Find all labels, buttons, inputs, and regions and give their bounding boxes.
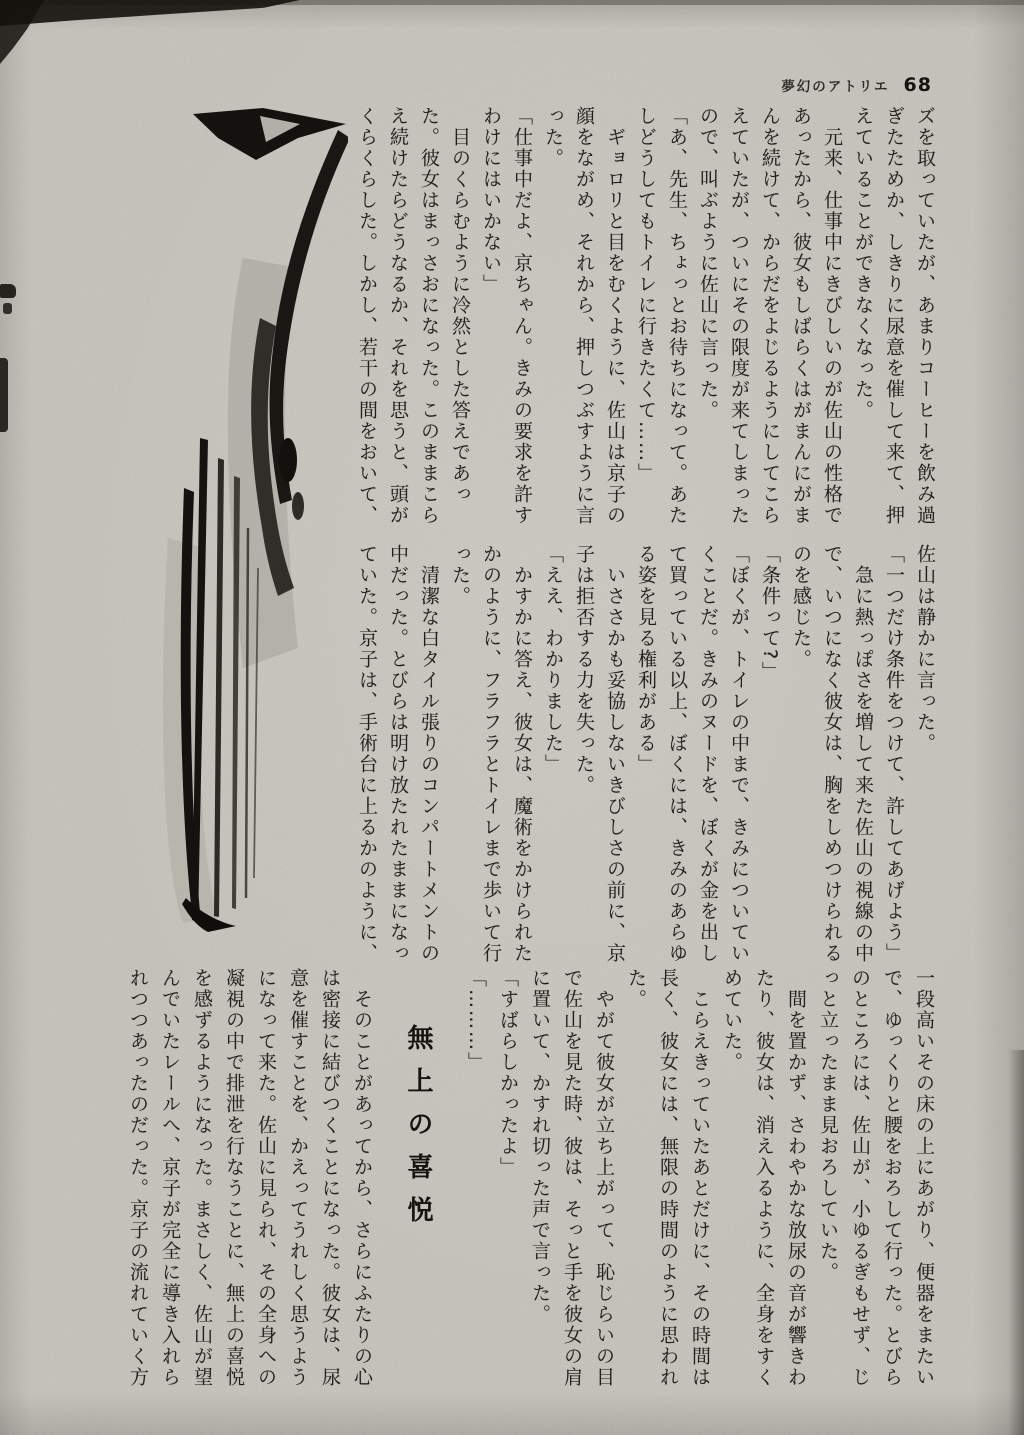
text-column: え続けたらどうなるか、それを思うと、頭が <box>387 106 409 526</box>
text-column: 「すばらしかったよ」 <box>497 968 519 1178</box>
text-column: んを続けて、からだをよじるようにしてこら <box>759 106 781 526</box>
text-column: 元来、仕事中にきびしいのが佐山の性格で <box>821 106 843 526</box>
text-column: 「ええ、わかりました」 <box>542 544 564 775</box>
text-column: て買っている以上、ぼくには、きみのあらゆ <box>666 544 688 964</box>
text-column: ズを取っていたが、あまりコーヒーを飲み過 <box>914 106 936 526</box>
text-column: で、ゆっくりと腰をおろして行った。とびら <box>881 968 903 1388</box>
text-column: 子は拒否する力を失った。 <box>573 544 595 796</box>
scan-smudge-left-2 <box>3 303 12 314</box>
text-column: 間を置かず、さわやかな放尿の音が響きわ <box>785 968 807 1388</box>
text-column: のところには、佐山が、小ゆるぎもせず、じ <box>849 968 871 1388</box>
text-column: しどうしてもトイレに行きたくて……」 <box>635 106 657 484</box>
text-column: 顔をながめ、それから、押しつぶすように言 <box>573 106 595 526</box>
text-column: 清潔な白タイル張りのコンパートメントの <box>418 544 440 964</box>
text-column: 「あ、先生、ちょっとお待ちになって。あた <box>666 106 688 526</box>
text-column: ていた。京子は、手術台に上るかのように、 <box>356 544 378 964</box>
text-column: ぎたためか、しきりに尿意を催して来て、押 <box>883 106 905 526</box>
text-column: めていた。 <box>721 968 743 1073</box>
text-column: 「ぼくが、トイレの中まで、きみについてい <box>728 544 750 964</box>
text-column: 長く、彼女には、無限の時間のように思われ <box>657 968 679 1388</box>
scan-smudge-top-left <box>0 0 300 26</box>
page-header <box>781 74 932 96</box>
text-column: いささかも妥協しないきびしさの前に、京 <box>604 544 626 964</box>
text-column: ので、叫ぶように佐山に言った。 <box>697 106 719 421</box>
text-column: あったから、彼女もしばらくはがまんにがま <box>790 106 812 526</box>
text-column: んでいたレールへ、京子が完全に導き入れら <box>159 968 181 1388</box>
text-column: 意を催すことを、かえってうれしく思うよう <box>287 968 309 1388</box>
text-column: のを感じた。 <box>790 544 812 670</box>
text-column: えていることができなくなった。 <box>852 106 874 421</box>
text-column: こらえきっていたあとだけに、その時間は <box>689 968 711 1388</box>
text-column: えていたが、ついにその限度が来てしまった <box>728 106 750 526</box>
scan-edge-top <box>0 0 1024 5</box>
text-column: 凝視の中で排泄を行なうことに、無上の喜悦 <box>223 968 245 1388</box>
text-column: 佐山は静かに言った。 <box>914 544 936 754</box>
section-heading: 無上の喜悦 <box>403 1024 433 1239</box>
scan-corner-top-left <box>0 0 44 64</box>
text-column: くらくらした。しかし、若干の間をおいて、 <box>356 106 378 526</box>
text-column: かのように、フラフラとトイレまで歩いて行 <box>480 544 502 964</box>
page-number: 68 <box>903 74 932 96</box>
scan-smudge-left-3 <box>0 358 8 432</box>
text-column: った。 <box>449 544 471 607</box>
text-column: くことだ。きみのヌードを、ぼくが金を出し <box>697 544 719 964</box>
text-column: で、いつになく彼女は、胸をしめつけられる <box>821 544 843 964</box>
text-column: 急に熱っぽさを増して来た佐山の視線の中 <box>852 544 874 964</box>
text-column: は密接に結びつくことになった。彼女は、尿 <box>319 968 341 1388</box>
text-column: に置いて、かすれ切った声で言った。 <box>529 968 551 1325</box>
text-column: った。 <box>542 106 564 169</box>
scan-edge-right <box>1008 1050 1024 1435</box>
text-column: やがて彼女が立ち上がって、恥じらいの目 <box>593 968 615 1388</box>
text-band-middle <box>351 544 940 968</box>
text-column: たり、彼女は、消え入るように、全身をすく <box>753 968 775 1388</box>
running-title: 夢幻のアトリエ <box>781 79 890 95</box>
scan-smudge-left-1 <box>0 284 16 298</box>
text-column: 中だった。とびらは明け放たれたままになっ <box>387 544 409 964</box>
text-column: れつつあったのだった。京子の流れていく方 <box>127 968 149 1388</box>
text-column: を感ずるようになった。まさしく、佐山が望 <box>191 968 213 1388</box>
text-band-top <box>351 106 940 550</box>
text-column: わけにはいかない」 <box>480 106 502 295</box>
text-column: になって来た。佐山に見られ、その全身への <box>255 968 277 1388</box>
text-column: っと立ったまま見おろしていた。 <box>817 968 839 1283</box>
text-column: そのことがあってから、さらにふたりの心 <box>351 968 373 1388</box>
text-band-bottom <box>122 968 940 1416</box>
text-column: る姿を見る権利がある」 <box>635 544 657 775</box>
text-column: 目のくらむように冷然とした答えであっ <box>449 106 471 505</box>
text-column: で佐山を見た時、彼は、そっと手を彼女の肩 <box>561 968 583 1388</box>
text-column: 「条件って?」 <box>759 544 781 683</box>
text-column: 「仕事中だよ、京ちゃん。きみの要求を許す <box>511 106 533 526</box>
text-column: た。彼女はまっさおになった。このままこら <box>418 106 440 526</box>
text-column: 一段高いその床の上にあがり、便器をまたい <box>913 968 935 1388</box>
text-column: 「一つだけ条件をつけて、許してあげよう」 <box>883 544 905 964</box>
text-column: ギョロリと目をむくように、佐山は京子の <box>604 106 626 526</box>
text-column: た。 <box>625 968 647 1010</box>
text-column: 「………」 <box>465 968 487 1073</box>
ink-illustration <box>148 108 348 933</box>
ink-illustration-svg <box>148 108 348 933</box>
text-column: かすかに答え、彼女は、魔術をかけられた <box>511 544 533 964</box>
